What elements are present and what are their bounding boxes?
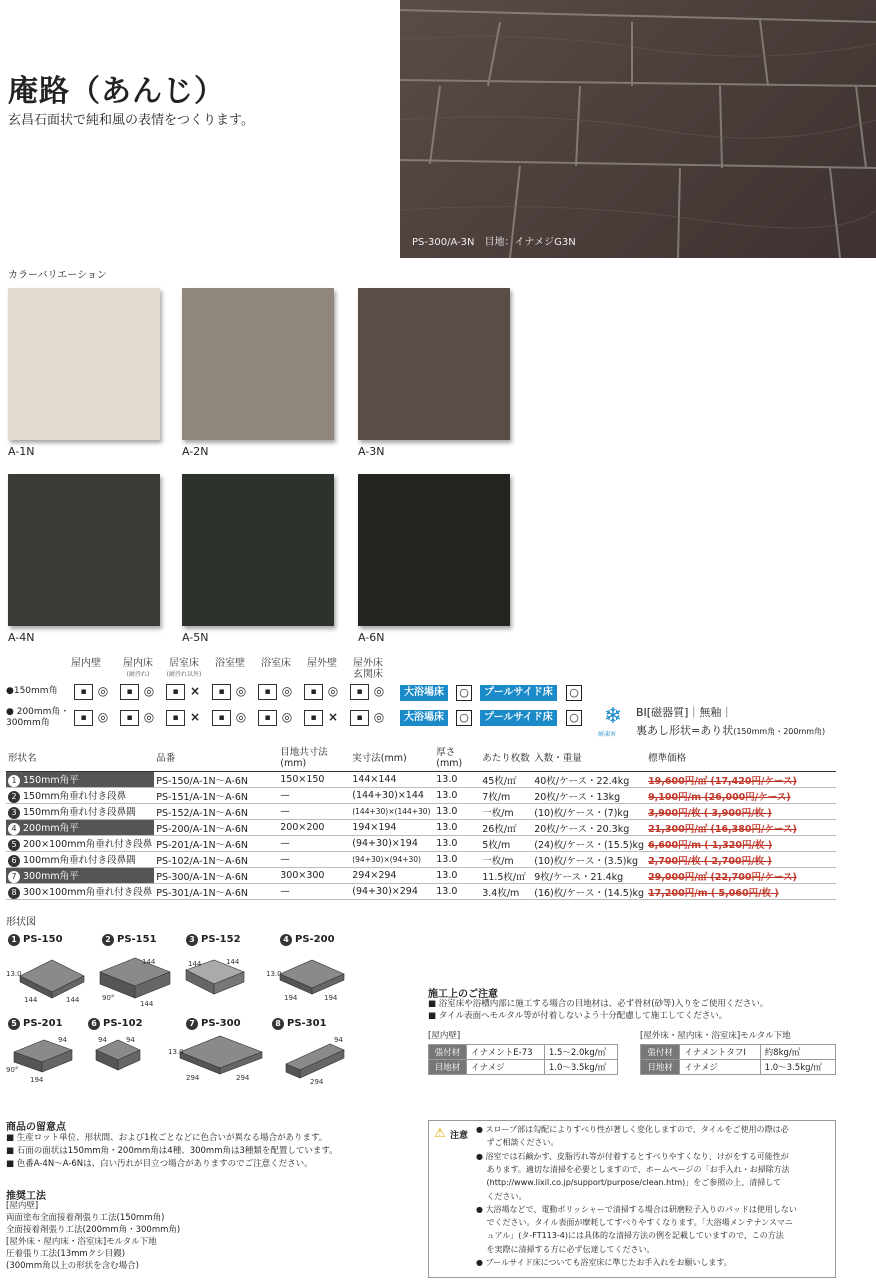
swatch-a4n	[8, 474, 160, 626]
dim-label: 194	[30, 1076, 44, 1084]
usage-mark: ◎	[235, 684, 247, 698]
page-title: 庵路（あんじ）	[8, 74, 225, 109]
cell-actual: 294×294	[350, 868, 434, 884]
cell-name: 5 200×100mm角垂れ付き段鼻	[6, 836, 154, 852]
usage-mark: ◎	[281, 710, 293, 724]
dim-label: 294	[186, 1074, 200, 1082]
cell-per: 26枚/㎡	[480, 820, 532, 836]
usage-mark: ◎	[143, 710, 155, 724]
cell-qty: 40枚/ケース・22.4kg	[532, 772, 646, 788]
dim-label: 13.0	[6, 970, 22, 978]
cell-joint: —	[278, 836, 350, 852]
cell-actual: (94+30)×(94+30)	[350, 852, 434, 868]
usage-pictogram-icon: ▪	[350, 684, 369, 700]
method-line: [屋内壁]	[6, 1201, 39, 1211]
table-row	[6, 884, 836, 900]
table-row	[6, 868, 836, 884]
cell-joint: —	[278, 884, 350, 900]
cell-thick: 13.0	[434, 772, 480, 788]
bath-floor-mark: ○	[456, 710, 472, 726]
caution-line: を実際に清掃する方に必ず伝達してください。	[476, 1244, 655, 1254]
cell-per: 11.5枚/㎡	[480, 868, 532, 884]
bath-floor-badge: 大浴場床	[400, 685, 448, 701]
col-header: 目地共寸法(mm)	[278, 742, 350, 772]
cell-joint: 200×200	[278, 820, 350, 836]
install-line: ■ タイル表面へモルタル等が付着しないよう十分配慮して施工してください。	[428, 1011, 728, 1021]
usage-header: 浴室壁	[215, 658, 245, 669]
caution-line: (http://www.lixil.co.jp/support/purpose/clean.htm)」をご参照の上、清掃して	[476, 1178, 782, 1188]
bath-floor-badge: 大浴場床	[400, 710, 448, 726]
usage-mark: ◎	[373, 684, 385, 698]
dim-label: 144	[66, 996, 80, 1004]
method-line: [屋外床・屋内床・浴室床]モルタル下地	[6, 1237, 157, 1247]
caution-line: ュアル」(タ-FT113-4)には具体的な清掃方法の例を記載していますので、この方法	[476, 1231, 784, 1241]
cell-per: 一枚/m	[480, 804, 532, 820]
pool-floor-mark: ○	[566, 710, 582, 726]
usage-pictogram-icon: ▪	[258, 684, 277, 700]
product-note: ■ 色番A-4N～A-6Nは、白い汚れが目立つ場合がありますのでご注意ください。	[6, 1159, 313, 1169]
usage-mark: ×	[189, 684, 201, 698]
col-header: 厚さ(mm)	[434, 742, 480, 772]
cell-name: 2 150mm角垂れ付き段鼻	[6, 788, 154, 804]
dim-label: 294	[310, 1078, 324, 1086]
product-table	[6, 742, 836, 900]
cell-name: 8 300×100mm角垂れ付き段鼻	[6, 884, 154, 900]
cell-code: PS-150/A-1N～A-6N	[154, 772, 278, 788]
usage-header: 浴室床	[261, 658, 291, 669]
cell-name: 7 300mm角平	[6, 868, 154, 884]
cell-joint: 150×150	[278, 772, 350, 788]
cell-code: PS-200/A-1N～A-6N	[154, 820, 278, 836]
swatch-label: A-2N	[182, 445, 209, 458]
usage-mark: ◎	[373, 710, 385, 724]
cell-code: PS-102/A-1N～A-6N	[154, 852, 278, 868]
dim-label: 294	[236, 1074, 250, 1082]
usage-pictogram-icon: ▪	[74, 684, 93, 700]
install-table1	[428, 1044, 618, 1075]
swatch-label: A-1N	[8, 445, 35, 458]
usage-pictogram-icon: ▪	[304, 684, 323, 700]
dim-label: 144	[140, 1000, 154, 1008]
cell-name: 4 200mm角平	[6, 820, 154, 836]
cell-qty: (10)枚/ケース・(7)kg	[532, 804, 646, 820]
pool-floor-badge: プールサイド床	[480, 685, 557, 701]
cell-price: 29,000円/㎡ (22,700円/ケース)	[646, 868, 836, 884]
usage-pictogram-icon: ▪	[120, 684, 139, 700]
warning-icon: ⚠	[434, 1126, 446, 1141]
swatch-a5n	[182, 474, 334, 626]
usage-mark: ◎	[235, 710, 247, 724]
table-row	[6, 804, 836, 820]
cell-thick: 13.0	[434, 868, 480, 884]
cell-actual: 194×194	[350, 820, 434, 836]
usage-pictogram-icon: ▪	[212, 684, 231, 700]
dim-label: 144	[188, 960, 202, 968]
caution-line: ● プールサイド床についても浴室床に準じたお手入れをお願いします。	[476, 1258, 732, 1267]
table-row: 目地材 イナメジ 1.0～3.5kg/㎡	[429, 1060, 618, 1075]
method-line: 圧着張り工法(13mmクシ目鏝)	[6, 1249, 126, 1259]
usage-header: 屋外壁	[307, 658, 337, 669]
cell-per: 5枚/m	[480, 836, 532, 852]
usage-pictogram-icon: ▪	[120, 710, 139, 726]
cell-per: 3.4枚/m	[480, 884, 532, 900]
table-row	[6, 852, 836, 868]
cell-price: 2,700円/枚 ( 2,700円/枚 )	[646, 852, 836, 868]
col-header: 入数・重量	[532, 742, 646, 772]
method-title: 推奨工法	[6, 1191, 46, 1202]
snowflake-icon: ❄	[603, 704, 623, 729]
table-header-row	[6, 742, 836, 772]
cell-price: 17,200円/m ( 5,060円/枚 )	[646, 884, 836, 900]
usage-header: 居室床 (耐汚れ以外)	[166, 658, 202, 678]
cell-joint: 300×300	[278, 868, 350, 884]
usage-row-label: ●150mm角	[6, 686, 58, 696]
table-row	[6, 772, 836, 788]
usage-header: 屋内床 (耐汚れ)	[123, 658, 153, 678]
usage-header: 屋内壁	[71, 658, 101, 669]
dim-label: 194	[284, 994, 298, 1002]
col-header: 形状名	[6, 742, 154, 772]
product-notes-title: 商品の留意点	[6, 1122, 66, 1133]
cell-per: 7枚/m	[480, 788, 532, 804]
spec-back: 裏あし形状=あり状(150mm角・200mm角)	[636, 724, 826, 737]
pool-floor-badge: プールサイド床	[480, 710, 557, 726]
cell-actual: (94+30)×194	[350, 836, 434, 852]
cell-thick: 13.0	[434, 788, 480, 804]
caution-line: ● 大浴場などで、電動ポリッシャーで清掃する場合は研磨粒子入りのパッドは使用しない	[476, 1204, 797, 1214]
dim-label: 94	[58, 1036, 67, 1044]
cell-qty: 9枚/ケース・21.4kg	[532, 868, 646, 884]
table-row: 張付材 イナメントE-73 1.5～2.0kg/㎡	[429, 1045, 618, 1060]
cell-thick: 13.0	[434, 836, 480, 852]
usage-pictogram-icon: ▪	[166, 684, 185, 700]
cell-code: PS-300/A-1N～A-6N	[154, 868, 278, 884]
col-header: あたり枚数	[480, 742, 532, 772]
hero-caption: PS-300/A-3N 目地：イナメジG3N	[412, 237, 576, 248]
dim-label: 194	[324, 994, 338, 1002]
col-header: 標準価格	[646, 742, 836, 772]
usage-mark: ×	[189, 710, 201, 724]
shape-label: 8 PS-301	[272, 1018, 327, 1030]
cell-qty: 20枚/ケース・20.3kg	[532, 820, 646, 836]
shape-label: 7 PS-300	[186, 1018, 241, 1030]
hero-photo	[400, 0, 876, 258]
cell-actual: (94+30)×294	[350, 884, 434, 900]
usage-pictogram-icon: ▪	[166, 710, 185, 726]
shape-diagrams-row1	[0, 948, 360, 1018]
col-header: 実寸法(mm)	[350, 742, 434, 772]
swatch-a1n	[8, 288, 160, 440]
table-row	[6, 820, 836, 836]
cell-thick: 13.0	[434, 852, 480, 868]
cell-price: 19,600円/㎡ (17,420円/ケース)	[646, 772, 836, 788]
usage-header: 屋外床 玄関床	[353, 658, 383, 680]
usage-pictogram-icon: ▪	[212, 710, 231, 726]
install-line: ■ 浴室床や浴槽内部に施工する場合の目地材は、必ず骨材(砂等)入りをご使用ください。	[428, 999, 769, 1009]
caution-line: ください。	[476, 1191, 527, 1201]
caution-line: あります。適切な清掃を必要としますので、ホームページの「お手入れ・お掃除方法	[476, 1164, 790, 1174]
usage-pictogram-icon: ▪	[304, 710, 323, 726]
shape-label: 4 PS-200	[280, 934, 335, 946]
swatch-a3n	[358, 288, 510, 440]
swatch-label: A-6N	[358, 631, 385, 644]
caution-line: ● 浴室では石鹸かす、皮脂汚れ等が付着するとすべりやすくなり、けがをする可能性が	[476, 1151, 789, 1161]
cell-code: PS-201/A-1N～A-6N	[154, 836, 278, 852]
dim-label: 94	[334, 1036, 343, 1044]
usage-mark: ◎	[97, 710, 109, 724]
frost-label: 耐凍害	[598, 731, 617, 738]
cell-qty: 20枚/ケース・13kg	[532, 788, 646, 804]
cell-name: 1 150mm角平	[6, 772, 154, 788]
cell-price: 6,600円/m ( 1,320円/枚 )	[646, 836, 836, 852]
swatch-label: A-4N	[8, 631, 35, 644]
cell-code: PS-301/A-1N～A-6N	[154, 884, 278, 900]
pool-floor-mark: ○	[566, 685, 582, 701]
dim-label: 144	[142, 958, 156, 966]
install-table2-head: [屋外床・屋内床・浴室床]モルタル下地	[640, 1031, 791, 1041]
swatch-label: A-3N	[358, 445, 385, 458]
cell-price: 3,900円/枚 ( 3,900円/枚 )	[646, 804, 836, 820]
shape-section-title: 形状図	[6, 917, 36, 928]
tile-grout-lines	[400, 0, 876, 258]
spec-material: BⅠ[磁器質]｜無釉｜	[636, 706, 733, 719]
cell-price: 9,100円/m (26,000円/ケース)	[646, 788, 836, 804]
install-table2	[640, 1044, 836, 1075]
cell-joint: —	[278, 804, 350, 820]
caution-line: でください。タイル表面が摩耗してすべりやすくなります。「大浴場メンテナンスマニ	[476, 1218, 793, 1228]
cell-code: PS-152/A-1N～A-6N	[154, 804, 278, 820]
color-variation-label: カラーバリエーション	[8, 270, 107, 281]
table-row	[6, 836, 836, 852]
cell-thick: 13.0	[434, 884, 480, 900]
table-row: 張付材 イナメントタフⅠ 約8kg/㎡	[641, 1045, 836, 1060]
dim-label: 94	[98, 1036, 107, 1044]
usage-mark: ×	[327, 710, 339, 724]
caution-line: ずご相談ください。	[476, 1138, 559, 1148]
shape-label: 2 PS-151	[102, 934, 157, 946]
usage-row-label: ● 200mm角・ 300mm角	[6, 707, 70, 728]
caution-label: 注意	[450, 1131, 469, 1141]
table-row	[6, 788, 836, 804]
caution-line: ● スロープ部は勾配によりすべり性が著しく変化しますので、タイルをご使用の際は必	[476, 1125, 789, 1134]
cell-price: 21,300円/㎡ (16,380円/ケース)	[646, 820, 836, 836]
cell-thick: 13.0	[434, 820, 480, 836]
usage-mark: ◎	[143, 684, 155, 698]
usage-pictogram-icon: ▪	[350, 710, 369, 726]
bath-floor-mark: ○	[456, 685, 472, 701]
usage-mark: ◎	[97, 684, 109, 698]
usage-pictogram-icon: ▪	[74, 710, 93, 726]
usage-mark: ◎	[327, 684, 339, 698]
dim-label: 90°	[6, 1066, 19, 1074]
cell-name: 6 100mm角垂れ付き段鼻隅	[6, 852, 154, 868]
cell-actual: (144+30)×(144+30)	[350, 804, 434, 820]
method-line: 両面塗布全面接着剤張り工法(150mm角)	[6, 1213, 165, 1223]
usage-pictogram-icon: ▪	[258, 710, 277, 726]
swatch-label: A-5N	[182, 631, 209, 644]
cell-actual: 144×144	[350, 772, 434, 788]
cell-per: 一枚/m	[480, 852, 532, 868]
swatch-a2n	[182, 288, 334, 440]
table-row: 目地材 イナメジ 1.0～3.5kg/㎡	[641, 1060, 836, 1075]
shape-label: 1 PS-150	[8, 934, 63, 946]
cell-joint: —	[278, 852, 350, 868]
method-line: (300mm角以上の形状を含む場合)	[6, 1261, 139, 1271]
cell-joint: —	[278, 788, 350, 804]
usage-mark: ◎	[281, 684, 293, 698]
cell-thick: 13.0	[434, 804, 480, 820]
install-title: 施工上のご注意	[428, 989, 498, 1000]
shape-label: 3 PS-152	[186, 934, 241, 946]
product-note: ■ 生産ロット単位、形状間、および1枚ごとなどに色合いが異なる場合があります。	[6, 1133, 328, 1143]
cell-code: PS-151/A-1N～A-6N	[154, 788, 278, 804]
dim-label: 13.0	[266, 970, 282, 978]
dim-label: 90°	[102, 994, 115, 1002]
cell-qty: (24)枚/ケース・(15.5)kg	[532, 836, 646, 852]
shape-label: 6 PS-102	[88, 1018, 143, 1030]
dim-label: 13.0	[168, 1048, 184, 1056]
page-subtitle: 玄昌石面状で純和風の表情をつくります。	[8, 113, 254, 128]
method-line: 全面接着剤張り工法(200mm角・300mm角)	[6, 1225, 181, 1235]
cell-actual: (144+30)×144	[350, 788, 434, 804]
cell-per: 45枚/㎡	[480, 772, 532, 788]
col-header: 品番	[154, 742, 278, 772]
cell-name: 3 150mm角垂れ付き段鼻隅	[6, 804, 154, 820]
product-note: ■ 石面の面状は150mm角・200mm角は4種、300mm角は3種類を配置しています。	[6, 1146, 338, 1156]
cell-qty: (10)枚/ケース・(3.5)kg	[532, 852, 646, 868]
dim-label: 144	[226, 958, 240, 966]
swatch-a6n	[358, 474, 510, 626]
dim-label: 144	[24, 996, 38, 1004]
install-table1-head: [屋内壁]	[428, 1031, 461, 1041]
shape-diagrams-row2	[0, 1030, 360, 1090]
shape-label: 5 PS-201	[8, 1018, 63, 1030]
cell-qty: (16)枚/ケース・(14.5)kg	[532, 884, 646, 900]
dim-label: 94	[126, 1036, 135, 1044]
